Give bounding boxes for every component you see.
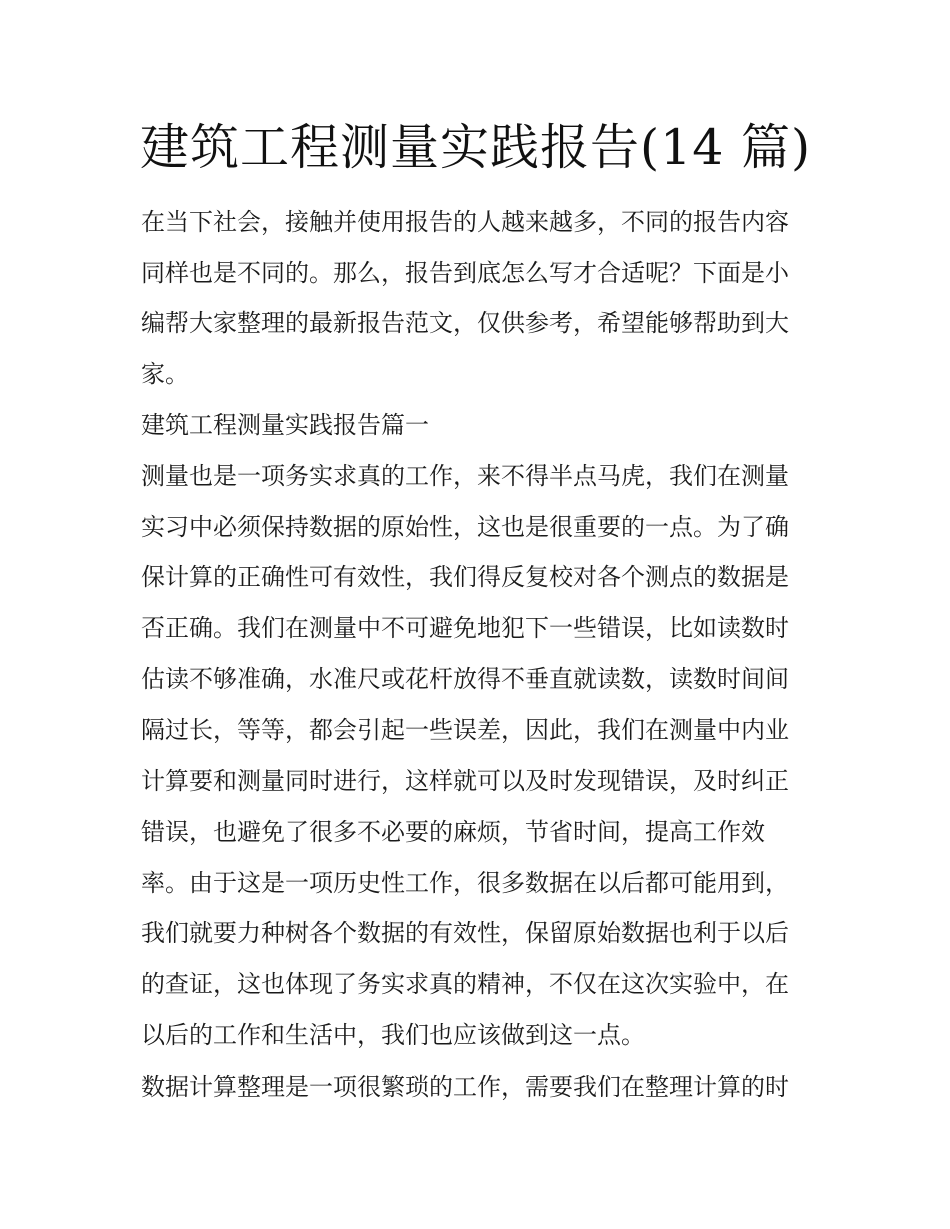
- body-line: 估读不够准确，水准尺或花杆放得不垂直就读数，读数时间间: [141, 665, 789, 693]
- document-title: 建筑工程测量实践报告(14 篇): [140, 119, 812, 176]
- body-line: 隔过长，等等，都会引起一些误差，因此，我们在测量中内业: [141, 716, 789, 744]
- body-line: 计算要和测量同时进行，这样就可以及时发现错误，及时纠正: [141, 767, 789, 795]
- body-line: 我们就要力种树各个数据的有效性，保留原始数据也利于以后: [141, 919, 789, 947]
- body-line: 数据计算整理是一项很繁琐的工作，需要我们在整理计算的时: [141, 1073, 789, 1101]
- body-line: 以后的工作和生活中，我们也应该做到这一点。: [141, 1021, 645, 1049]
- body-line: 率。由于这是一项历史性工作，很多数据在以后都可能用到，: [141, 869, 789, 897]
- body-line: 在当下社会，接触并使用报告的人越来越多，不同的报告内容: [141, 208, 789, 236]
- body-line: 保计算的正确性可有效性，我们得反复校对各个测点的数据是: [141, 563, 789, 591]
- body-line: 否正确。我们在测量中不可避免地犯下一些错误，比如读数时: [141, 614, 789, 642]
- section-heading: 建筑工程测量实践报告篇一: [141, 411, 429, 439]
- body-line: 实习中必须保持数据的原始性，这也是很重要的一点。为了确: [141, 513, 789, 541]
- body-line: 的查证，这也体现了务实求真的精神，不仅在这次实验中，在: [141, 970, 789, 998]
- body-line: 测量也是一项务实求真的工作，来不得半点马虎，我们在测量: [141, 462, 789, 490]
- body-line: 家。: [141, 360, 189, 388]
- body-line: 错误，也避免了很多不必要的麻烦，节省时间，提高工作效: [141, 818, 765, 846]
- body-line: 编帮大家整理的最新报告范文，仅供参考，希望能够帮助到大: [141, 309, 789, 337]
- body-line: 同样也是不同的。那么，报告到底怎么写才合适呢？下面是小: [141, 259, 789, 287]
